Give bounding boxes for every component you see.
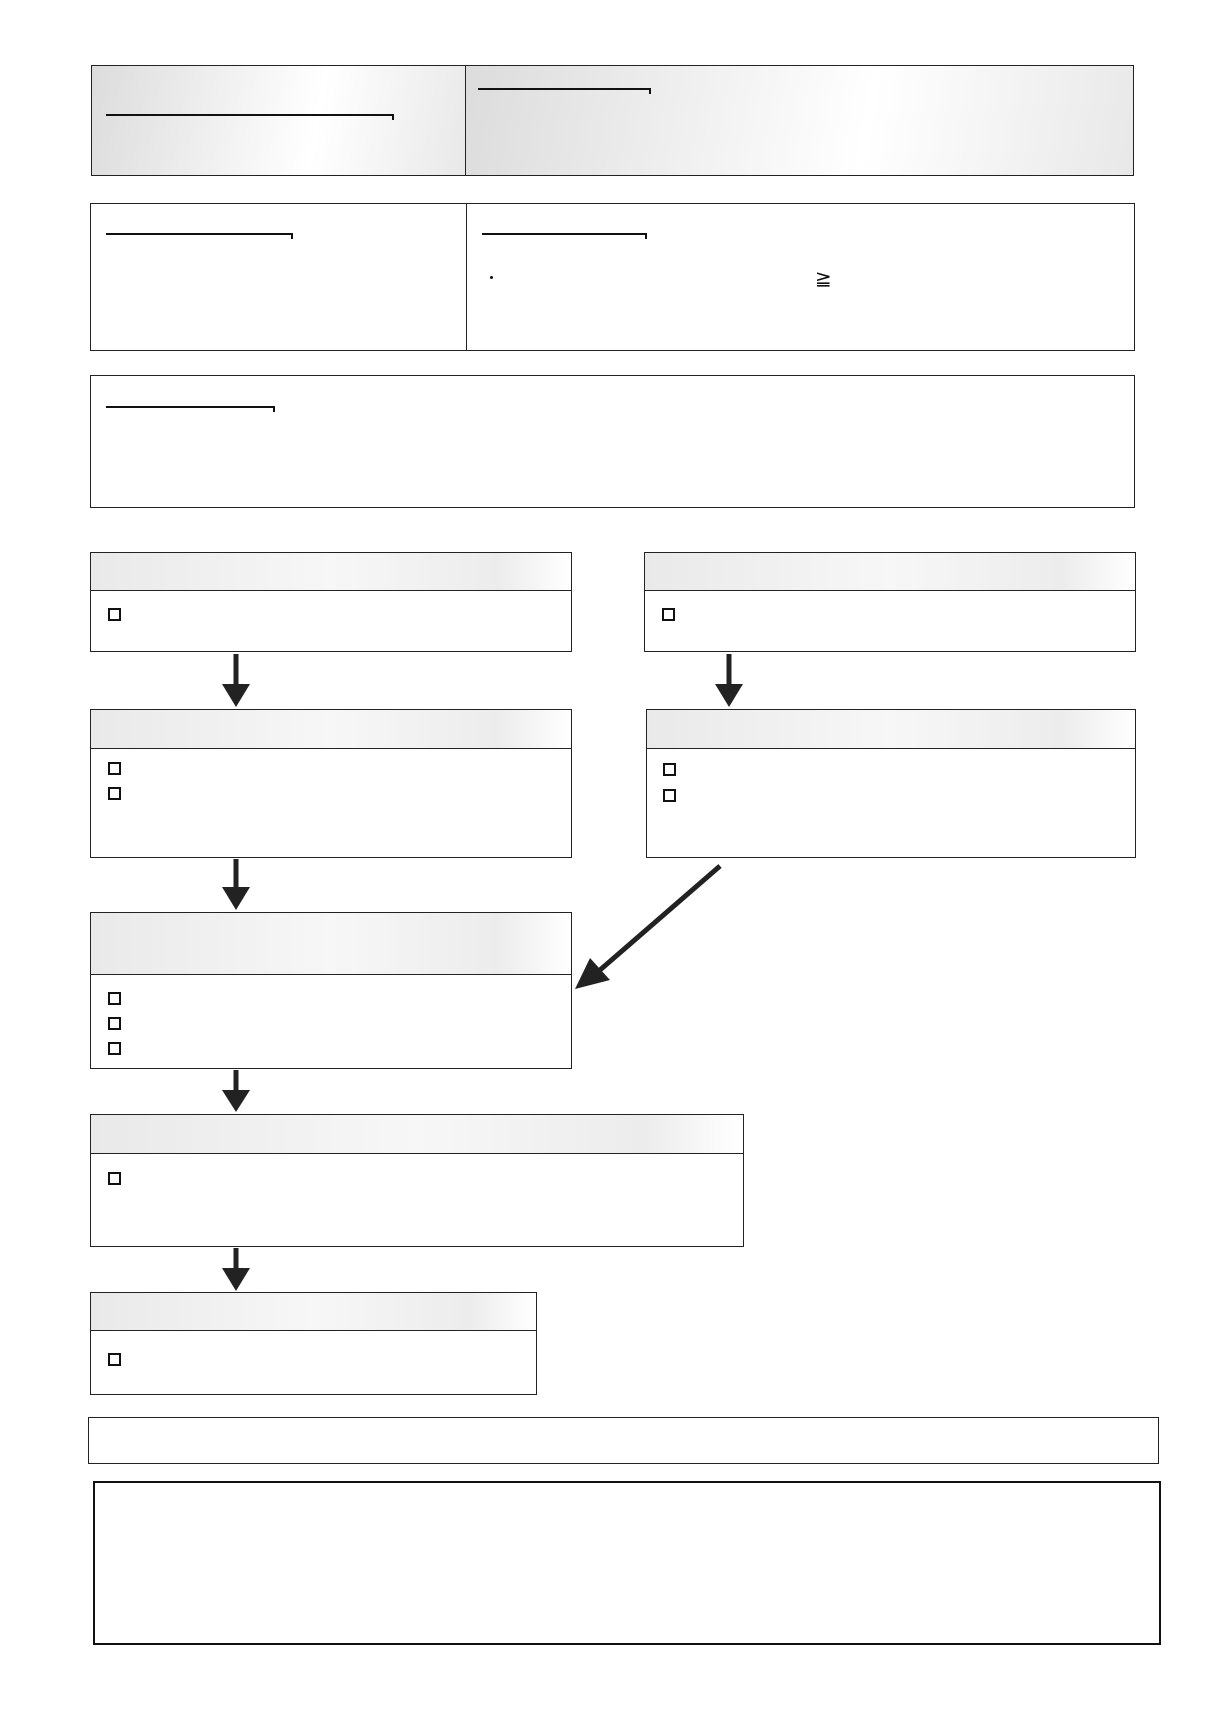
arrow-right-2-to-merge [600,866,720,970]
arrow-left-1-to-left-2-head [222,684,250,707]
arrow-step-4-to-step-5-head [222,1268,250,1291]
greater-equal-symbol: ≧ [815,266,832,290]
arrow-right-1-to-right-2-head [715,684,743,707]
arrow-left-2-to-merge-head [222,887,250,910]
arrow-merge-to-step-4-head [222,1090,250,1112]
